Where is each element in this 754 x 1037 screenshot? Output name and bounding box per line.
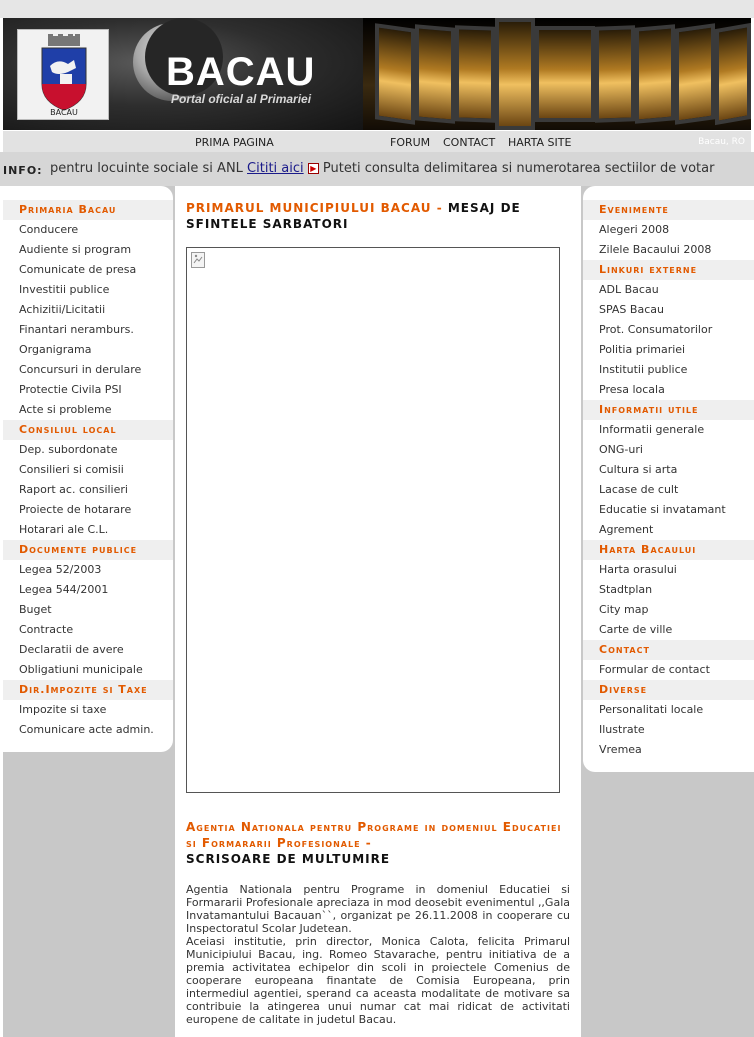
menu-link[interactable]: Comunicare acte admin. (19, 723, 154, 736)
nav-contact[interactable]: CONTACT (443, 136, 496, 149)
menu-link[interactable]: Formular de contact (599, 663, 710, 676)
crest-label: BACAU (50, 108, 78, 117)
photo-frame (675, 23, 715, 125)
menu-link[interactable]: Acte si probleme (19, 403, 112, 416)
menu-link[interactable]: Raport ac. consilieri (19, 483, 128, 496)
photo-frame (595, 25, 635, 122)
menu-section-consiliul: Consiliul local (3, 420, 173, 440)
menu-link[interactable]: Presa locala (599, 383, 665, 396)
photo-frame (495, 18, 535, 130)
menu-section-contact: Contact (583, 640, 754, 660)
menu-link[interactable]: SPAS Bacau (599, 303, 664, 316)
menu-link[interactable]: ADL Bacau (599, 283, 659, 296)
menu-link[interactable]: Educatie si invatamant (599, 503, 726, 516)
top-navigation (3, 130, 751, 152)
menu-link[interactable]: Contracte (19, 623, 74, 636)
menu-section-impozite: Dir.Impozite si Taxe (3, 680, 173, 700)
menu-link[interactable]: Alegeri 2008 (599, 223, 670, 236)
photo-frame (715, 23, 751, 125)
article-paragraph: Aceiasi institutie, prin director, Monica Calota, felicita Primarul Municipiului Bacau, ing. Romeo Stavarache, pentru initiativa de a premia activitatea echipelor din scoli in proiectele Comenius de cooperare europeana finantate de Comisia Europeana, prin intermediul agentiei, sperand ca aceasta modalitate de motivare sa contribuie la atingerea unui numar cat mai ridicat de activitati europene de calitate in judetul Bacau. (186, 935, 570, 1026)
menu-link[interactable]: Concursuri in derulare (19, 363, 142, 376)
ticker-text: pentru locuinte sociale si ANL (50, 161, 243, 176)
menu-link[interactable]: ONG-uri (599, 443, 643, 456)
menu-link[interactable]: Personalitati locale (599, 703, 704, 716)
menu-link[interactable]: Lacase de cult (599, 483, 679, 496)
photo-frame (415, 24, 455, 123)
photo-frame (635, 24, 675, 123)
ticker-link[interactable]: Cititi aici (247, 161, 304, 176)
menu-link[interactable]: Impozite si taxe (19, 703, 107, 716)
right-sidebar-menu (583, 186, 754, 772)
nav-forum[interactable]: FORUM (390, 136, 431, 149)
menu-section-documente: Documente publice (3, 540, 173, 560)
menu-link[interactable]: Carte de ville (599, 623, 673, 636)
news-ticker (50, 161, 714, 176)
article-heading[interactable] (186, 200, 570, 232)
nav-prima-pagina[interactable]: PRIMA PAGINA (195, 136, 274, 149)
menu-section-primaria: Primaria Bacau (3, 200, 173, 220)
site-header (3, 18, 751, 130)
embedded-media-frame[interactable] (186, 247, 560, 793)
menu-link[interactable]: Institutii publice (599, 363, 688, 376)
menu-link[interactable]: Harta orasului (599, 563, 677, 576)
ticker-text: Puteti consulta delimitarea si numerotarea sectiilor de votar (322, 161, 715, 176)
menu-section-evenimente: Evenimente (583, 200, 754, 220)
menu-link[interactable]: Vremea (599, 743, 642, 756)
menu-link[interactable]: Buget (19, 603, 52, 616)
menu-link[interactable]: Conducere (19, 223, 79, 236)
city-crest-logo[interactable] (17, 29, 109, 120)
menu-link[interactable]: Informatii generale (599, 423, 705, 436)
menu-link[interactable]: Legea 52/2003 (19, 563, 102, 576)
menu-section-informatii: Informatii utile (583, 400, 754, 420)
menu-section-harta: Harta Bacaului (583, 540, 754, 560)
article-heading[interactable] (186, 819, 570, 867)
article-org: Agentia Nationala pentru Programe in domeniul Educatiei si Formararii Profesionale - (186, 820, 562, 850)
menu-link[interactable]: City map (599, 603, 649, 616)
menu-link[interactable]: Investitii publice (19, 283, 110, 296)
menu-link[interactable]: Legea 544/2001 (19, 583, 109, 596)
menu-section-linkuri: Linkuri externe (583, 260, 754, 280)
city-hall-photo (363, 18, 751, 130)
photo-frame (535, 26, 595, 122)
main-content (175, 186, 581, 1037)
info-ticker-bar (0, 152, 754, 186)
article-body (186, 883, 570, 1026)
menu-link[interactable]: Cultura si arta (599, 463, 678, 476)
arrow-right-icon[interactable]: ▶ (308, 163, 319, 174)
top-strip (0, 0, 754, 18)
site-tagline: Portal oficial al Primariei (171, 92, 312, 106)
menu-link[interactable]: Agrement (599, 523, 654, 536)
menu-link[interactable]: Proiecte de hotarare (19, 503, 132, 516)
broken-image-icon (191, 252, 205, 268)
info-label: INFO: (3, 164, 43, 177)
site-title[interactable]: BACAU (166, 50, 316, 94)
menu-link[interactable]: Ilustrate (599, 723, 645, 736)
menu-link[interactable]: Audiente si program (19, 243, 132, 256)
article-org: PRIMARUL MUNICIPIULUI BACAU - (186, 201, 443, 215)
menu-link[interactable]: Dep. subordonate (19, 443, 118, 456)
menu-section-diverse: Diverse (583, 680, 754, 700)
article-title: SCRISOARE DE MULTUMIRE (186, 852, 391, 866)
left-sidebar-menu (3, 186, 173, 752)
article-title: MESAJ DE SFINTELE SARBATORI (186, 201, 521, 231)
menu-link[interactable]: Organigrama (19, 343, 92, 356)
article-paragraph: Agentia Nationala pentru Programe in domeniul Educatiei si Formararii Profesionale apreciaza in mod deosebit evenimentul ,,Gala Invatamantului Bacauan``, organizat pe 26.11.2008 in cooperare cu Inspectoratul Scolar Judetean. (186, 883, 570, 935)
menu-link[interactable]: Zilele Bacaului 2008 (599, 243, 712, 256)
location-label: Bacau, RO (698, 137, 745, 147)
menu-link[interactable]: Comunicate de presa (19, 263, 137, 276)
menu-link[interactable]: Finantari neramburs. (19, 323, 134, 336)
menu-link[interactable]: Prot. Consumatorilor (599, 323, 713, 336)
photo-frame (455, 25, 495, 122)
nav-harta-site[interactable]: HARTA SITE (508, 136, 572, 149)
menu-link[interactable]: Declaratii de avere (19, 643, 124, 656)
menu-link[interactable]: Stadtplan (599, 583, 653, 596)
menu-link[interactable]: Consilieri si comisii (19, 463, 124, 476)
menu-link[interactable]: Politia primariei (599, 343, 686, 356)
menu-link[interactable]: Obligatiuni municipale (19, 663, 143, 676)
photo-frame (375, 23, 415, 125)
menu-link[interactable]: Achizitii/Licitatii (19, 303, 106, 316)
menu-link[interactable]: Protectie Civila PSI (19, 383, 122, 396)
menu-link[interactable]: Hotarari ale C.L. (19, 523, 109, 536)
